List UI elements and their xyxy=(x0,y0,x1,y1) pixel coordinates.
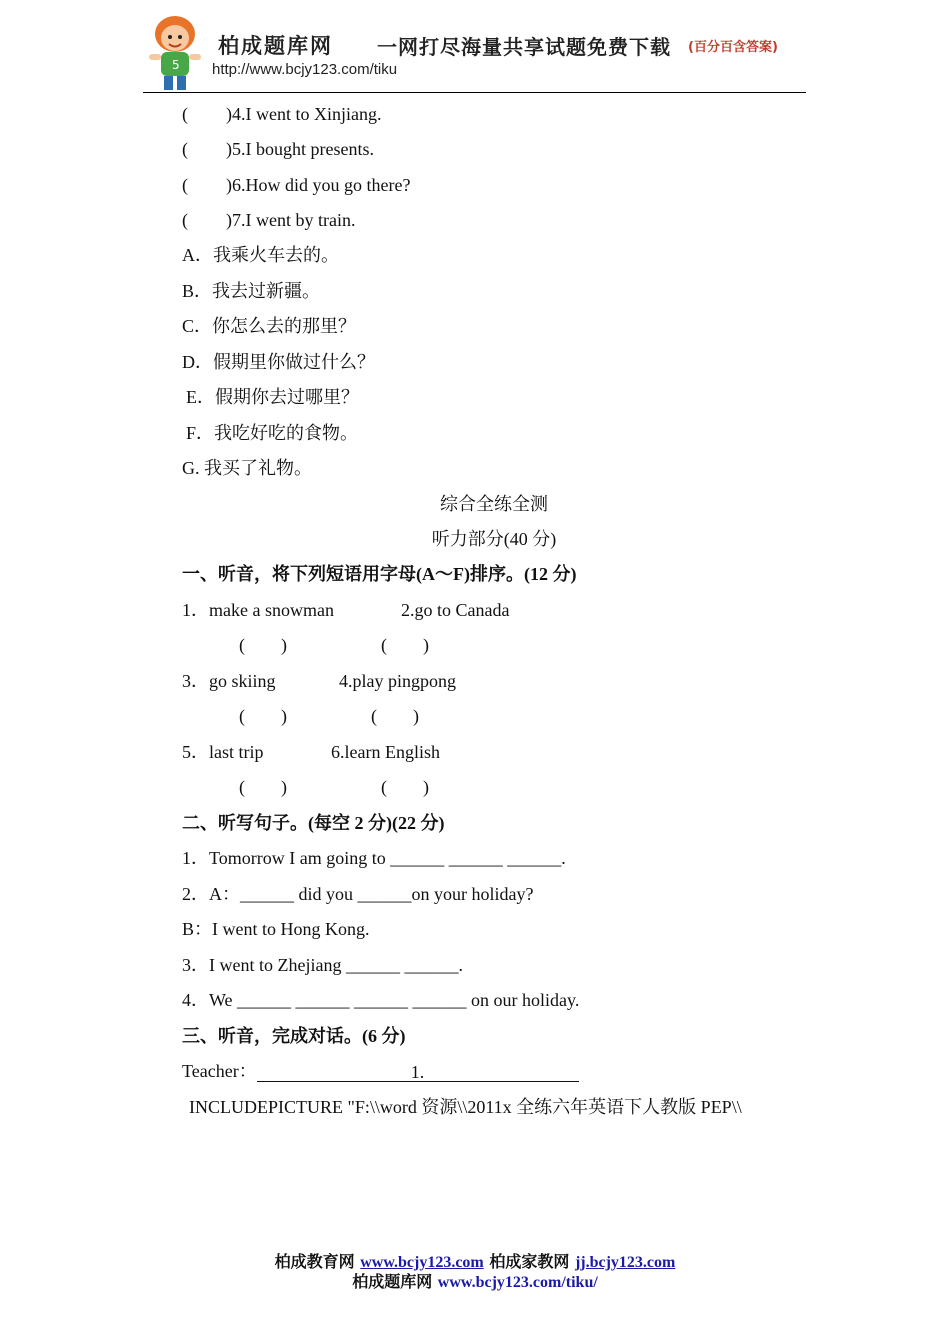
footer-link-tiku[interactable]: www.bcjy123.com/tiku/ xyxy=(437,1274,598,1291)
include-picture-field: INCLUDEPICTURE "F:\\word 资源\\2011x 全练六年英语下人教版 PEP\\ xyxy=(189,1097,742,1117)
dictation-line: 2．A：______ did you ______on your holiday? xyxy=(182,884,534,904)
answer-badge: (百分百含答案) xyxy=(688,40,778,55)
option-a: A．我乘火车去的。 xyxy=(182,245,339,265)
dictation-line: 4．We ______ ______ ______ ______ on our holiday. xyxy=(182,990,580,1010)
site-name: 柏成题库网 xyxy=(218,34,333,58)
answer-paren-3[interactable]: ( ) xyxy=(239,706,287,726)
list-item: ( )7.I went by train. xyxy=(182,210,356,230)
answer-paren-6[interactable]: ( ) xyxy=(381,777,429,797)
option-d: D．假期里你做过什么？ xyxy=(182,352,375,372)
footer-link-bcjy[interactable]: www.bcjy123.com xyxy=(360,1254,484,1271)
dictation-line: 1．Tomorrow I am going to ______ ______ ______. xyxy=(182,848,566,868)
test-subtitle: 听力部分(40 分) xyxy=(431,529,557,549)
answer-paren-2[interactable]: ( ) xyxy=(381,635,429,655)
footer-line-1: 柏成教育网 www.bcjy123.com 柏成家教网 jj.bcjy123.com xyxy=(274,1252,676,1271)
phrase-6: 6.learn English xyxy=(331,742,440,762)
option-c: C．你怎么去的那里？ xyxy=(182,316,357,336)
svg-text:5: 5 xyxy=(172,58,180,72)
option-b: B．我去过新疆。 xyxy=(182,281,321,301)
site-url[interactable]: http://www.bcjy123.com/tiku xyxy=(212,61,398,78)
list-item: ( )4.I went to Xinjiang. xyxy=(182,104,382,124)
section-3-heading: 三、听音，完成对话。(6 分) xyxy=(182,1026,406,1046)
dictation-line: 3．I went to Zhejiang ______ ______. xyxy=(182,955,463,975)
teacher-blank-number: 1. xyxy=(410,1062,425,1082)
option-e: E．假期你去过哪里？ xyxy=(186,387,359,407)
answer-paren-4[interactable]: ( ) xyxy=(371,706,419,726)
teacher-line xyxy=(182,1060,579,1082)
footer-line-2: 柏成题库网 www.bcjy123.com/tiku/ xyxy=(352,1272,598,1291)
list-item: ( )6.How did you go there? xyxy=(182,175,411,195)
answer-paren-1[interactable]: ( ) xyxy=(239,635,287,655)
header-divider xyxy=(143,92,806,93)
dictation-line: B：I went to Hong Kong. xyxy=(182,919,370,939)
section-1-heading: 一、听音，将下列短语用字母(A～F)排序。(12 分) xyxy=(182,564,577,584)
footer-link-jj[interactable]: jj.bcjy123.com xyxy=(574,1254,676,1271)
option-f: F．我吃好吃的食物。 xyxy=(186,423,359,443)
phrase-1: 1．make a snowman xyxy=(182,600,334,620)
option-g: G. 我买了礼物。 xyxy=(182,458,312,478)
phrase-4: 4.play pingpong xyxy=(339,671,456,691)
list-item: ( )5.I bought presents. xyxy=(182,139,374,159)
section-2-heading: 二、听写句子。(每空 2 分)(22 分) xyxy=(182,813,445,833)
phrase-2: 2.go to Canada xyxy=(401,600,510,620)
teacher-blank[interactable] xyxy=(257,1061,579,1082)
site-slogan: 一网打尽海量共享试题免费下载 xyxy=(377,35,671,59)
phrase-3: 3．go skiing xyxy=(182,671,276,691)
test-title: 综合全练全测 xyxy=(440,494,548,514)
mascot-logo-icon xyxy=(145,10,207,92)
teacher-label: Teacher： xyxy=(182,1061,257,1081)
phrase-5: 5．last trip xyxy=(182,742,264,762)
answer-paren-5[interactable]: ( ) xyxy=(239,777,287,797)
